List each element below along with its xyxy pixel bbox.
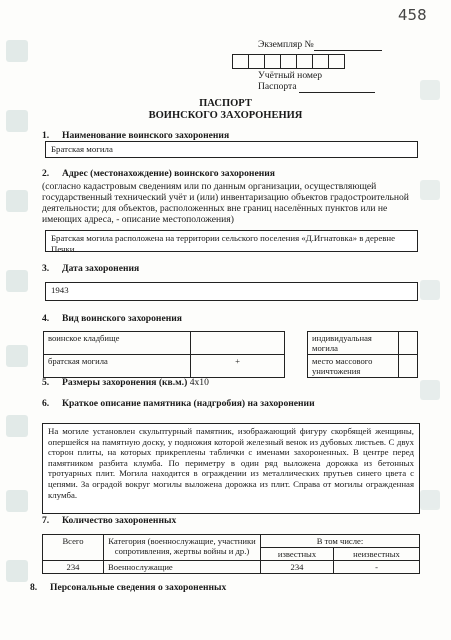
section-number: 6. [42,398,50,409]
copy-number-field [258,39,382,51]
table-cell: место массового уничтожения [308,355,399,378]
burial-date-box [45,282,418,301]
section-number: 5. [42,377,50,388]
stamp-mark [6,40,28,62]
section-2-heading [42,168,275,179]
stamp-mark [420,490,440,510]
digit-box [233,55,249,68]
stamp-mark [6,345,28,367]
stamp-mark [420,380,440,400]
table-gap [285,332,308,355]
passport-line [299,81,375,93]
table-cell [399,355,418,378]
section-4-heading [42,313,182,324]
copy-number-label: Экземпляр № [258,39,314,50]
digit-box [297,55,313,68]
cell-known: 234 [261,561,334,574]
buried-count-table [42,534,420,574]
table-row [44,332,418,355]
section-title: Наименование воинского захоронения [62,130,230,141]
digit-box [281,55,297,68]
section-5-heading [42,377,209,388]
digit-box [249,55,265,68]
page-number: 458 [398,6,427,24]
section-title: Персональные сведения о захороненных [50,582,227,593]
account-number-label: Учётный номер [258,70,323,81]
stamp-mark [6,190,28,212]
burial-date-value: 1943 [51,285,69,295]
digit-box [313,55,329,68]
section-title: Дата захоронения [62,263,140,274]
address-note: (согласно кадастровым сведениям или по данным организации, осуществляющей государственный технический учёт и (или) инвентаризацию объектов градостроительной деятельности; для объектов, расположенных вне границ населённых пунктов или не имеющих адреса, - описание местоположения) [42,181,409,225]
burial-type-table [43,331,418,378]
section-title: Размеры захоронения (кв.м.) [62,377,188,388]
table-cell: + [191,355,285,378]
header-category: Категория (военнослужащие, участники сопротивления, жертвы войны и др.) [104,535,261,561]
stamp-mark [420,80,440,100]
header-known: известных [261,548,334,561]
stamp-mark [420,180,440,200]
section-number: 8. [30,582,38,593]
header-unknown: неизвестных [334,548,420,561]
title-line-1: ПАСПОРТ [199,98,252,109]
margin-stamps-right [418,80,448,600]
section-title: Количество захороненных [62,515,177,526]
monument-description-box [42,423,420,514]
section-title: Вид воинского захоронения [62,313,182,324]
cell-total: 234 [43,561,104,574]
section-number: 4. [42,313,50,324]
stamp-mark [420,280,440,300]
table-gap [285,355,308,378]
digit-box [265,55,281,68]
section-title: Краткое описание памятника (надгробия) на захоронении [62,398,315,409]
section-title: Адрес (местонахождение) воинского захоронения [62,168,275,179]
stamp-mark [6,490,28,512]
section-number: 1. [42,130,50,141]
cell-unknown: - [334,561,420,574]
copy-number-line [314,39,382,51]
burial-size-value: 4x10 [189,377,209,388]
section-number: 3. [42,263,50,274]
burial-name-value: Братская могила [51,144,113,154]
stamp-mark [6,270,28,292]
monument-description: На могиле установлен скульптурный памятник, изображающий фигуру скорбящей женщины, опершейся на памятную доску, у подножия которой железный венок из дубовых листьев. С двух сторон плиты, на которых прикреплены таблички с именами захороненных. В центре перед памятником разбита клумба. По периметру в один ряд выложена дорожка из бетонных тротуарных плит. Могила находится в ограждении из металлических прутьев синего цвета с цепями. За оградой вокруг могилы выложена дорожка из плит. Справа от могилы огражденная клумба. [48,426,414,500]
passport-field [258,81,375,93]
header-including: В том числе: [261,535,420,548]
table-cell [399,332,418,355]
address-value: Братская могила расположена на территории сельского поселения «Д.Игнатовка» в деревне Печки. [51,233,395,254]
cell-category: Военнослужащие [104,561,261,574]
section-number: 2. [42,168,50,179]
header-total: Всего [43,535,104,561]
title-line-2: ВОИНСКОГО ЗАХОРОНЕНИЯ [148,110,303,121]
table-cell: индивидуальная могила [308,332,399,355]
table-row [43,561,420,574]
stamp-mark [6,415,28,437]
section-7-heading [42,515,176,526]
section-6-heading [42,398,315,409]
table-cell: воинское кладбище [44,332,191,355]
document-title [0,98,451,122]
section-3-heading [42,263,139,274]
section-number: 7. [42,515,50,526]
table-cell [191,332,285,355]
section-8-heading [30,582,226,593]
table-header-row [43,535,420,548]
passport-label: Паспорта [258,81,297,92]
account-number-boxes [232,54,345,69]
digit-box [329,55,344,68]
burial-name-box [45,141,418,158]
section-1-heading [42,130,229,141]
address-box [45,230,418,252]
table-cell: братская могила [44,355,191,378]
stamp-mark [6,560,28,582]
margin-stamps [2,40,34,600]
table-row [44,355,418,378]
